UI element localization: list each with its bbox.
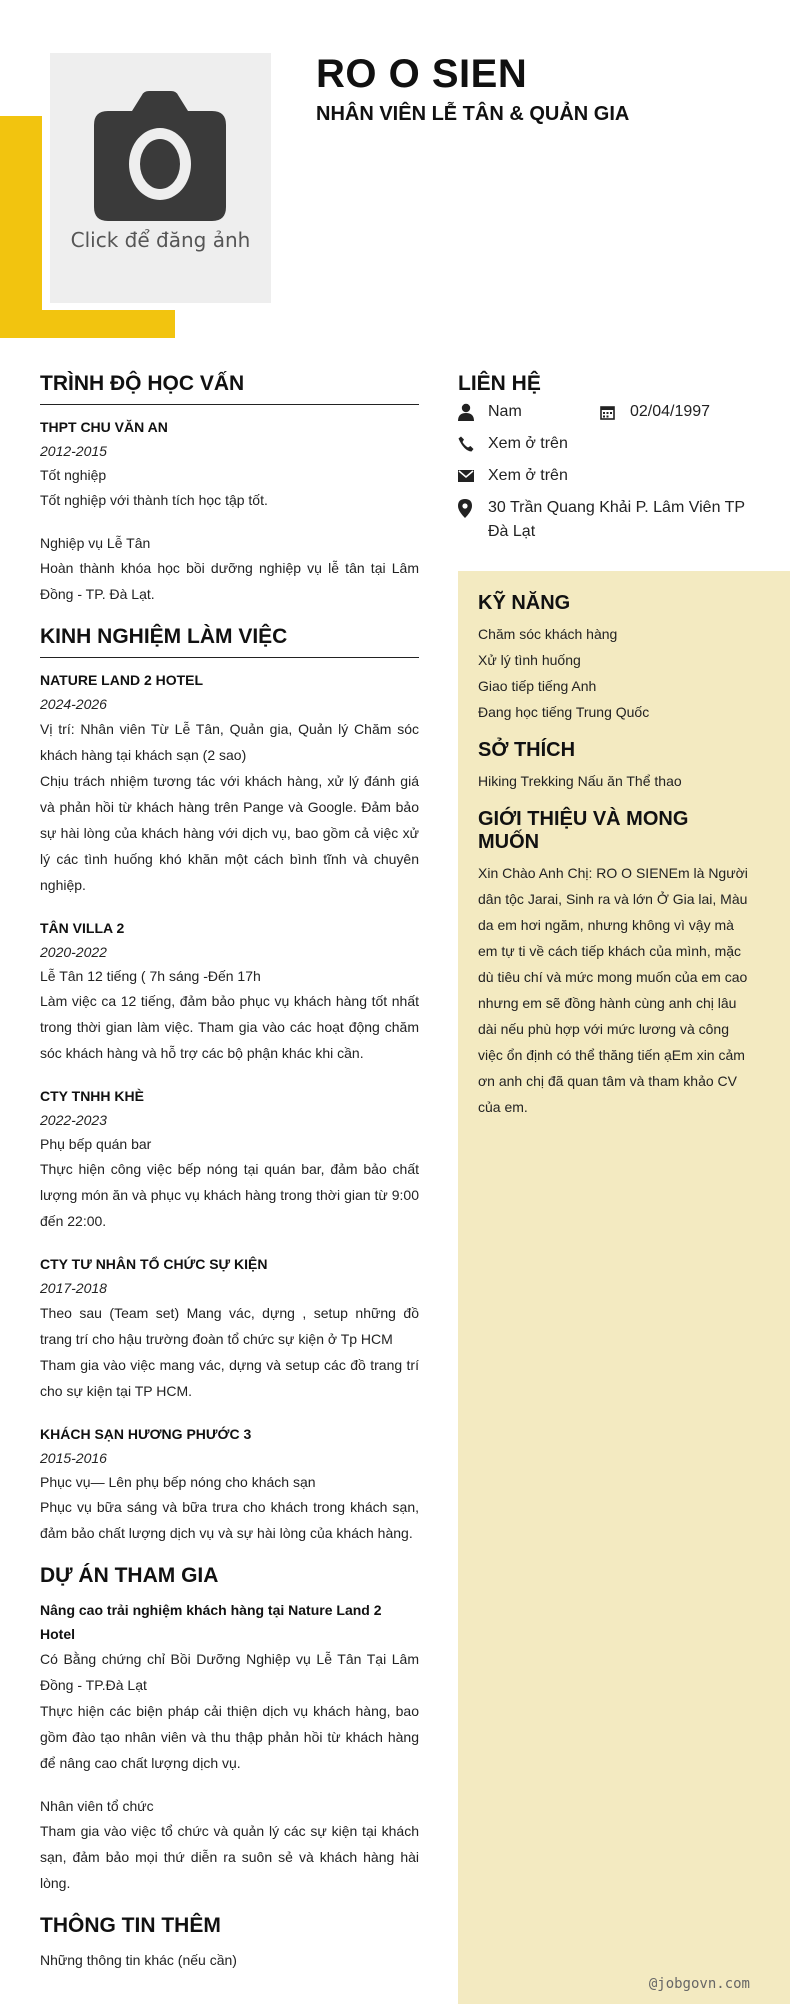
education-desc: Hoàn thành khóa học bồi dưỡng nghiệp vụ lễ tân tại Lâm Đồng - TP. Đà Lạt. — [40, 560, 419, 602]
email-icon — [458, 464, 488, 488]
phone-value[interactable]: Xem ở trên — [488, 435, 568, 452]
experience-entry — [40, 1252, 419, 1404]
contact-section — [458, 372, 758, 552]
project-entry — [40, 1598, 419, 1776]
contact-row-phone — [458, 432, 758, 456]
intro-text: Xin Chào Anh Chị: RO O SIENEm là Người dân tộc Jarai, Sinh ra và lớn Ở Gia lai, Màu da em hơi ngăm, nhưng không vì vậy mà em tự ti về cách tiếp khách của mình, mặc dù tiêu chí và mức mong muốn của em cao nhưng em sẽ đồng hành cùng anh chị lâu dài nếu phù hợp với mức lương và công việc ổn định có thể thăng tiến ạEm xin cảm ơn anh chị đã quan tâm và tham khảo CV của em. — [478, 865, 748, 1115]
experience-date: 2020-2022 — [40, 944, 107, 960]
education-entry — [40, 415, 419, 513]
location-pin-icon — [458, 496, 488, 520]
experience-title: KINH NGHIỆM LÀM VIỆC — [40, 625, 419, 658]
skills-section — [478, 592, 748, 725]
experience-position: Vị trí: Nhân viên Từ Lễ Tân, Quản gia, Quản lý Chăm sóc khách hàng tại khách sạn (2 sao) — [40, 721, 419, 763]
birthday-value: 02/04/1997 — [630, 403, 711, 420]
phone-icon — [458, 432, 488, 456]
company-name: CTY TƯ NHÂN TỔ CHỨC SỰ KIỆN — [40, 1256, 268, 1272]
skill-item: Giao tiếp tiếng Anh — [478, 678, 597, 694]
intro-title: GIỚI THIỆU VÀ MONG MUỐN — [478, 808, 689, 853]
experience-entry — [40, 916, 419, 1066]
camera-icon — [94, 91, 226, 221]
education-date: 2012-2015 — [40, 443, 107, 459]
skill-item: Chăm sóc khách hàng — [478, 626, 618, 642]
experience-desc: Chịu trách nhiệm tương tác với khách hàng, xử lý đánh giá và phản hồi từ khách hàng trên Pange và Google. Đảm bảo sự hài lòng của khách hàng với dịch vụ, bao gồm cả việc xử lý các tình huống khó khăn một cách bình tĩnh và chuyên nghiệp. — [40, 773, 419, 893]
accent-bar-horizontal — [0, 310, 175, 338]
experience-date: 2024-2026 — [40, 696, 107, 712]
contact-title: LIÊN HỆ — [458, 372, 541, 395]
project-desc: Thực hiện các biện pháp cải thiện dịch vụ khách hàng, bao gồm đào tạo nhân viên và thu thập phản hồi từ khách hàng để nâng cao chất lượng dịch vụ. — [40, 1703, 419, 1771]
education-title: TRÌNH ĐỘ HỌC VẤN — [40, 372, 419, 405]
hobbies-section — [478, 739, 748, 794]
extra-info-title: THÔNG TIN THÊM — [40, 1914, 221, 1937]
company-name: KHÁCH SẠN HƯƠNG PHƯỚC 3 — [40, 1426, 252, 1442]
accent-bar-vertical — [0, 116, 42, 338]
experience-date: 2017-2018 — [40, 1280, 107, 1296]
email-value[interactable]: Xem ở trên — [488, 467, 568, 484]
skills-title: KỸ NĂNG — [478, 592, 571, 614]
intro-section — [478, 808, 748, 1120]
project-entry — [40, 1794, 419, 1896]
company-name: CTY TNHH KHÈ — [40, 1088, 144, 1104]
watermark: @jobgovn.com — [648, 1976, 750, 1992]
user-icon — [458, 400, 488, 424]
experience-position: Phục vụ— Lên phụ bếp nóng cho khách sạn — [40, 1474, 316, 1490]
experience-date: 2015-2016 — [40, 1450, 107, 1466]
experience-date: 2022-2023 — [40, 1112, 107, 1128]
experience-entry — [40, 1084, 419, 1234]
contact-row-email — [458, 464, 758, 488]
experience-position: Theo sau (Team set) Mang vác, dựng , setup những đồ trang trí cho hậu trường đoàn tổ chức sự kiện ở Tp HCM — [40, 1305, 419, 1347]
school-name: THPT CHU VĂN AN — [40, 419, 168, 435]
experience-position: Lễ Tân 12 tiếng ( 7h sáng -Đến 17h — [40, 968, 261, 984]
education-result: Nghiệp vụ Lễ Tân — [40, 535, 151, 551]
project-desc: Tham gia vào việc tổ chức và quản lý các sự kiện tại khách sạn, đảm bảo mọi thứ diễn ra suôn sẻ và khách hàng hài lòng. — [40, 1823, 419, 1891]
skill-item: Đang học tiếng Trung Quốc — [478, 704, 650, 720]
education-result: Tốt nghiệp — [40, 467, 107, 483]
project-role: Có Bằng chứng chỉ Bồi Dưỡng Nghiệp vụ Lễ Tân Tại Lâm Đồng - TP.Đà Lạt — [40, 1651, 419, 1693]
experience-entry — [40, 668, 419, 898]
education-entry — [40, 531, 419, 607]
experience-desc: Thực hiện công việc bếp nóng tại quán bar, đảm bảo chất lượng món ăn và phục vụ khách hàng trong thời gian từ 9:00 đến 22:00. — [40, 1161, 419, 1229]
experience-entry — [40, 1422, 419, 1546]
left-column — [40, 372, 419, 1972]
job-title: NHÂN VIÊN LỄ TÂN & QUẢN GIA — [316, 103, 630, 125]
project-role: Nhân viên tổ chức — [40, 1798, 154, 1814]
gender-value: Nam — [488, 403, 522, 420]
experience-desc: Làm việc ca 12 tiếng, đảm bảo phục vụ khách hàng tốt nhất trong thời gian làm việc. Tham gia vào các hoạt động chăm sóc khách hàng và hỗ trợ các bộ phận khác khi cần. — [40, 993, 419, 1061]
calendar-icon — [600, 400, 630, 424]
projects-title: DỰ ÁN THAM GIA — [40, 1564, 219, 1587]
company-name: NATURE LAND 2 HOTEL — [40, 672, 204, 688]
company-name: TÂN VILLA 2 — [40, 920, 125, 936]
contact-row-address — [458, 496, 758, 544]
extra-info-text: Những thông tin khác (nếu cần) — [40, 1952, 237, 1968]
right-panel-content — [478, 592, 748, 1134]
address-value: 30 Trần Quang Khải P. Lâm Viên TP Đà Lạt — [488, 499, 745, 540]
experience-desc: Phục vụ bữa sáng và bữa trưa cho khách trong khách sạn, đảm bảo chất lượng dịch vụ và sự hài lòng của khách hàng. — [40, 1499, 419, 1541]
experience-position: Phụ bếp quán bar — [40, 1136, 152, 1152]
skill-item: Xử lý tình huống — [478, 652, 581, 668]
hobbies-title: SỞ THÍCH — [478, 739, 576, 761]
candidate-name: RO O SIEN — [316, 52, 528, 96]
photo-caption: Click để đăng ảnh — [70, 228, 251, 252]
education-desc: Tốt nghiệp với thành tích học tập tốt. — [40, 492, 268, 508]
hobbies-text: Hiking Trekking Nấu ăn Thể thao — [478, 773, 682, 789]
photo-upload[interactable] — [50, 53, 271, 303]
experience-desc: Tham gia vào việc mang vác, dựng và setup các đồ trang trí cho sự kiện tại TP HCM. — [40, 1357, 419, 1399]
project-name: Nâng cao trải nghiệm khách hàng tại Nature Land 2 Hotel — [40, 1602, 382, 1642]
contact-row-gender-birthday — [458, 400, 758, 424]
